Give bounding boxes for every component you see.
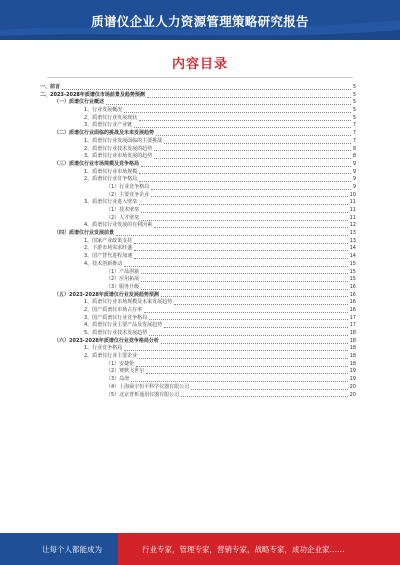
toc-entry-title: 3、质谱仪行业市场发展的趋势	[84, 153, 153, 160]
toc-entry-page: 19	[349, 376, 356, 383]
toc-entry-page: 5	[352, 99, 356, 106]
header-banner	[0, 0, 400, 40]
toc-entry-page: 11	[349, 207, 356, 213]
toc-entry[interactable]	[40, 207, 356, 215]
toc-entry-title: 4、质谱仪行业主要产品及发展趋势	[84, 322, 163, 329]
toc-dot-leader	[106, 103, 351, 105]
toc-entry[interactable]	[40, 184, 356, 192]
toc-dot-leader	[144, 311, 347, 313]
toc-dot-leader	[124, 111, 351, 113]
toc-entry[interactable]	[40, 276, 356, 284]
toc-entry-page: 7	[352, 122, 356, 129]
toc-entry[interactable]	[40, 130, 356, 138]
toc-entry-title: （五）2023-2028年质谱仪行业发展趋势预测	[54, 291, 159, 298]
toc-entry[interactable]	[40, 361, 356, 369]
toc-entry-title: 3、国产质谱仪行业竞争格局	[84, 314, 148, 321]
toc-entry[interactable]	[40, 245, 356, 253]
toc-dot-leader	[181, 395, 347, 397]
toc-entry[interactable]	[40, 199, 356, 207]
toc-entry-page: 5	[352, 91, 356, 98]
toc-entry-title: 2、质谱仪行业竞争格局	[84, 176, 138, 183]
toc-entry-page: 14	[349, 253, 356, 260]
toc-dot-leader	[191, 388, 347, 390]
toc-dot-leader	[164, 326, 347, 328]
toc-entry-title: （三）质谱仪行业市场规模及竞争格局	[54, 160, 140, 167]
toc-dot-leader	[139, 172, 351, 174]
toc-entry-page: 18	[349, 360, 356, 367]
toc-entry-title: （4）上海舜宇恒平科学仪器有限公司	[106, 383, 190, 390]
toc-entry-title: 3、国产替代进程加速	[84, 253, 133, 260]
toc-dot-leader	[146, 372, 347, 374]
toc-entry-title: 1、行业竞争格局	[84, 345, 123, 352]
report-title: 质谱仪企业人力资源管理策略研究报告	[91, 14, 309, 29]
toc-dot-leader	[151, 188, 351, 190]
toc-entry-page: 11	[349, 199, 356, 206]
toc-entry-title: （3）服务升级	[106, 283, 140, 290]
toc-entry[interactable]	[40, 176, 356, 184]
toc-entry-title: （四）质谱仪行业发展前景	[54, 230, 115, 237]
toc-entry[interactable]	[40, 161, 356, 169]
toc-entry-title: （2）人才壁垒	[106, 214, 140, 221]
toc-entry[interactable]	[40, 122, 356, 130]
toc-entry-title: 一、前言	[40, 84, 61, 90]
toc-dot-leader	[134, 242, 347, 244]
toc-entry-page: 7	[352, 130, 356, 137]
toc-dot-leader	[141, 219, 347, 221]
toc-entry-title: 3、质谱仪行业产业链	[84, 122, 133, 129]
toc-dot-leader	[139, 119, 351, 121]
toc-entry-page: 7	[352, 137, 356, 144]
toc-entry-title: （二）质谱仪行业面临的挑战及未来发展趋势	[54, 130, 155, 137]
toc-entry[interactable]	[40, 99, 356, 107]
toc-entry-title: （2）赛默飞世尔	[106, 368, 145, 375]
toc-heading: 内容目录	[171, 57, 228, 72]
toc-heading-divider	[47, 77, 353, 78]
toc-dot-leader	[141, 165, 351, 167]
toc-entry-title: 2、质谱仪行业发展现状	[84, 114, 138, 121]
toc-entry[interactable]	[40, 299, 356, 307]
toc-entry[interactable]	[40, 269, 356, 277]
toc-dot-leader	[149, 318, 347, 320]
footer-banner	[0, 533, 400, 565]
toc-dot-leader	[141, 272, 347, 274]
toc-dot-leader	[134, 126, 351, 128]
toc-entry-page: 18	[349, 337, 356, 344]
toc-entry-page: 9	[352, 168, 356, 175]
toc-entry-title: （3）岛津	[106, 376, 130, 383]
toc-entry[interactable]	[40, 384, 356, 392]
toc-entry[interactable]	[40, 222, 356, 230]
toc-list	[40, 84, 356, 399]
toc-entry-page: 15	[349, 260, 356, 267]
toc-entry-page: 18	[349, 330, 356, 336]
toc-dot-leader	[124, 265, 347, 267]
toc-entry[interactable]	[40, 284, 356, 292]
toc-entry-page: 9	[352, 176, 356, 183]
toc-entry-page: 10	[349, 191, 356, 198]
toc-entry-title: （1）技术壁垒	[106, 207, 140, 213]
toc-entry-title: 1、行业发展概况	[84, 107, 123, 114]
toc-dot-leader	[141, 288, 347, 290]
toc-entry[interactable]	[40, 253, 356, 261]
toc-entry-title: 2、质谱仪行业技术发展的趋势	[84, 145, 153, 152]
toc-entry[interactable]	[40, 261, 356, 269]
toc-dot-leader	[141, 280, 347, 282]
toc-entry-title: （2）应用拓展	[106, 276, 140, 283]
toc-entry-page: 9	[352, 160, 356, 167]
toc-entry-page: 16	[349, 283, 356, 290]
toc-entry-page: 14	[349, 245, 356, 252]
toc-dot-leader	[154, 226, 347, 228]
toc-entry-page: 20	[349, 383, 356, 390]
toc-entry[interactable]	[40, 345, 356, 353]
toc-dot-leader	[164, 142, 351, 144]
toc-entry[interactable]	[40, 84, 356, 92]
toc-dot-leader	[124, 349, 347, 351]
toc-dot-leader	[134, 257, 347, 259]
toc-entry-title: （1）产品创新	[106, 268, 140, 275]
toc-entry-title: 3、质谱仪行业进入壁垒	[84, 199, 138, 206]
toc-entry-title: 2、下游市场需求旺盛	[84, 245, 133, 252]
toc-entry-page: 11	[349, 214, 356, 221]
toc-entry[interactable]	[40, 107, 356, 115]
toc-entry[interactable]	[40, 368, 356, 376]
toc-entry-page: 8	[352, 153, 356, 160]
toc-dot-leader	[139, 180, 351, 182]
toc-dot-leader	[174, 303, 347, 305]
toc-dot-leader	[136, 365, 347, 367]
toc-entry-page: 16	[349, 291, 356, 298]
toc-entry-page: 17	[349, 314, 356, 321]
toc-entry-page: 15	[349, 268, 356, 275]
toc-entry-title: （2）主要竞争企业	[106, 191, 150, 198]
toc-entry-title: 1、国家产业政策支持	[84, 237, 133, 244]
toc-dot-leader	[156, 134, 351, 136]
toc-entry-page: 9	[352, 183, 356, 190]
toc-entry-page: 16	[349, 306, 356, 313]
toc-dot-leader	[141, 211, 347, 213]
toc-dot-leader	[161, 295, 348, 297]
toc-dot-leader	[154, 157, 351, 159]
toc-entry[interactable]	[40, 392, 356, 400]
toc-dot-leader	[116, 234, 348, 236]
toc-dot-leader	[154, 149, 351, 151]
toc-entry[interactable]	[40, 138, 356, 146]
footer-slogan-right: 行业专家，管理专家，营销专家，战略专家，成功企业家……	[142, 545, 345, 554]
toc-entry-page: 5	[352, 107, 356, 114]
toc-dot-leader	[139, 357, 347, 359]
toc-entry-title: （一）质谱仪行业概述	[54, 99, 105, 106]
toc-entry-title: （1）行业竞争格局	[106, 183, 150, 190]
footer-wedge	[100, 533, 118, 565]
toc-entry-page: 16	[349, 299, 356, 306]
toc-entry-title: （5）北京普析通用仪器有限公司	[106, 391, 180, 398]
toc-dot-leader	[139, 203, 347, 205]
toc-entry-title: （六）2023-2028年质谱仪行业竞争格局分析	[54, 337, 159, 344]
toc-entry-title: 2、质谱仪行业主要企业	[84, 353, 138, 360]
toc-entry[interactable]	[40, 322, 356, 330]
toc-dot-leader	[147, 96, 351, 98]
toc-entry-page: 13	[349, 237, 356, 244]
toc-dot-leader	[131, 380, 347, 382]
toc-dot-leader	[134, 249, 347, 251]
toc-entry-page: 5	[352, 114, 356, 121]
toc-entry-page: 8	[352, 145, 356, 152]
toc-entry-title: （1）安捷伦	[106, 360, 135, 367]
toc-entry-page: 5	[352, 84, 356, 90]
toc-entry-page: 18	[349, 353, 356, 360]
toc-entry-title: 二、2023-2028年质谱仪市场前景及趋势预测	[40, 91, 145, 98]
toc-entry-page: 12	[349, 222, 356, 229]
toc-dot-leader	[151, 195, 347, 197]
toc-entry-title: 1、质谱仪行业市场规模及未来发展趋势	[84, 299, 173, 306]
toc-entry-title: 5、质谱仪行业技术发展趋势	[84, 330, 148, 336]
toc-dot-leader	[149, 334, 347, 336]
toc-entry-page: 19	[349, 368, 356, 375]
toc-entry-page: 15	[349, 276, 356, 283]
toc-entry-title: 4、技术创新推动	[84, 260, 123, 267]
toc-entry[interactable]	[40, 330, 356, 338]
toc-entry[interactable]	[40, 230, 356, 238]
toc-entry[interactable]	[40, 307, 356, 315]
toc-entry-title: 2、国产质谱仪市场占有率	[84, 306, 143, 313]
toc-entry-title: 1、质谱仪行业发展面临的主要挑战	[84, 137, 163, 144]
toc-entry-page: 17	[349, 322, 356, 329]
toc-entry[interactable]	[40, 376, 356, 384]
footer-slogan-left: 让每个人都能成为	[42, 545, 102, 554]
toc-dot-leader	[161, 342, 348, 344]
toc-entry-page: 20	[349, 391, 356, 398]
toc-entry[interactable]	[40, 153, 356, 161]
toc-entry-title: 4、质谱仪行业发展的有利因素	[84, 222, 153, 229]
toc-entry-title: 1、质谱仪行业市场规模	[84, 168, 138, 175]
toc-entry[interactable]	[40, 353, 356, 361]
toc-entry-page: 18	[349, 345, 356, 352]
toc-entry-page: 13	[349, 230, 356, 237]
toc-dot-leader	[62, 88, 351, 90]
